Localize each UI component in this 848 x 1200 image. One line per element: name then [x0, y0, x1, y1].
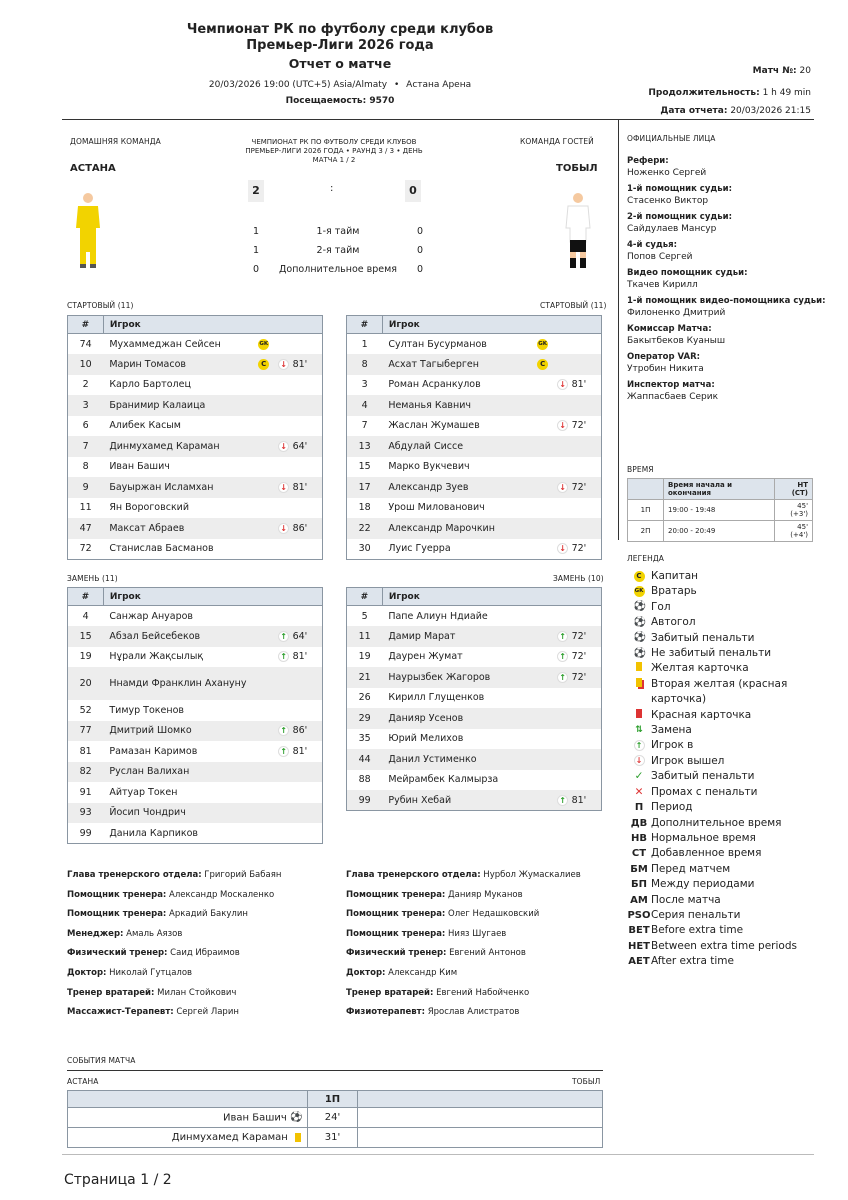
player-row: 88 Мейрамбек Калмырза	[358, 774, 499, 786]
player-row: 8 Асхат Тагыберген C	[347, 354, 602, 375]
penalty-scored-icon: ⚽	[633, 632, 646, 644]
player-row: 99 Рубин Хебай ↑ 81'	[347, 790, 602, 811]
attendance: Посещаемость: 9570	[285, 96, 395, 106]
player-row: 81 Рамазан Каримов ↑ 81'	[79, 745, 308, 757]
player-row: 29 Данияр Усенов	[347, 708, 602, 729]
staff-row: Помощник тренера: Олег Недашковский	[346, 909, 540, 920]
legend-item: ✓ Забитый пенальти	[627, 769, 827, 784]
home-score: 2	[248, 180, 264, 202]
player-row: 5 Папе Алиун Ндиайе	[361, 610, 488, 622]
away-starting-table: # Игрок 1 Султан Бусурманов GK 8 Асхат Тагыберген C 3 Роман Асранкулов ↓ 81' 4 Неманья Кавнич 7 Жаслан Жумашев ↓ 72' 13 Абдулай Сиссе 15 Марко Вукчевич 17 Александр Зуев ↓ 72' 18 Урош Милованович 22 Александр Марочкин 30 Луис Гуерра ↓ 72'	[346, 315, 602, 560]
staff-row: Помощник тренера: Александр Москаленко	[67, 889, 275, 900]
period-scores	[248, 222, 428, 279]
check-icon: ✓	[634, 770, 644, 783]
player-row: 11 Ян Вороговский	[79, 502, 190, 514]
player-out-icon: ↓	[627, 754, 651, 769]
legend-item: АМ После матча	[630, 893, 721, 906]
red-card-icon	[627, 708, 651, 723]
staff-row: Помощник тренера: Нияз Шугаев	[346, 928, 507, 939]
player-row: 52 Тимур Токенов	[79, 704, 184, 716]
player-row: 72 Станислав Басманов	[79, 543, 214, 554]
player-row: 77 Дмитрий Шомко ↑ 86'	[68, 721, 323, 742]
away-starting-label: СТАРТОВЫЙ (11)	[540, 301, 607, 310]
legend-item: Желтая карточка	[627, 661, 827, 676]
footer-divider	[62, 1154, 814, 1155]
player-row: 7 Жаслан Жумашев ↓ 72'	[361, 420, 587, 432]
events-title: СОБЫТИЯ МАТЧА	[67, 1056, 136, 1065]
player-row: 22 Александр Марочкин	[347, 518, 602, 539]
staff-row: Помощник тренера: Данияр Муканов	[346, 889, 523, 900]
legend-item: ⚽ Не забитый пенальти	[627, 646, 827, 661]
player-row: 9 Бауыржан Исламхан ↓ 81'	[68, 477, 323, 498]
player-out-icon: ↓	[278, 523, 289, 534]
legend-item: ⚽ Автогол	[627, 615, 827, 630]
competition-label: ЧЕМПИОНАТ РК ПО ФУТБОЛУ СРЕДИ КЛУБОВ ПРЕМЬЕР-ЛИГИ 2026 ГОДА • РАУНД 3 / 3 • ДЕНЬ МАТЧА 1 / 2	[245, 138, 423, 164]
player-in-icon: ↑	[557, 795, 568, 806]
goal-icon: ⚽	[290, 1111, 303, 1123]
player-row: 91 Айтуар Токен	[79, 786, 178, 798]
player-out-icon: ↓	[278, 441, 289, 452]
player-out-icon: ↓	[557, 482, 568, 493]
page-number: Страница 1 / 2	[64, 1172, 172, 1188]
away-team-label: КОМАНДА ГОСТЕЙ	[520, 137, 594, 146]
sidebar-divider	[618, 120, 619, 540]
legend-item: ✕ Промах с пенальти	[627, 785, 827, 800]
captain-icon: C	[537, 359, 548, 370]
player-row: 3 Роман Асранкулов ↓ 81'	[361, 379, 587, 391]
player-in-icon: ↑	[557, 672, 568, 683]
staff-row: Массажист-Терапевт: Сергей Ларин	[67, 1007, 239, 1018]
player-in-icon: ↑	[278, 746, 289, 757]
player-row: 1 Султан Бусурманов GK	[361, 338, 548, 350]
home-team-label: ДОМАШНЯЯ КОМАНДА	[70, 137, 161, 146]
penalty-missed-icon: ⚽	[633, 647, 646, 659]
legend-item: ↑ Игрок в	[627, 738, 827, 753]
official-entry: 1-й помощник видео-помощника судьи: Филоненко Дмитрий	[627, 296, 826, 318]
legend-item: ↓ Игрок вышел	[627, 754, 827, 769]
player-row: 4 Неманья Кавнич	[347, 395, 602, 416]
player-row: 30 Луис Гуерра ↓ 72'	[358, 543, 587, 554]
time-table: Время начала и окончания HT (CT) 1П 19:00 - 19:48 45' (+3') 2П 20:00 - 20:49 45' (+4')	[627, 478, 813, 542]
player-row: 26 Кирилл Глущенков	[358, 692, 485, 704]
player-row: 7 Динмухамед Караман ↓ 64'	[68, 436, 323, 457]
away-score: 0	[405, 180, 421, 202]
period-row: 1 2-я тайм 0	[252, 245, 424, 256]
legend-item: НЕТ Between extra time periods	[627, 939, 797, 952]
legend-item: Красная карточка	[627, 708, 827, 723]
official-entry: Видео помощник судьи: Ткачев Кирилл	[627, 268, 748, 290]
player-row: 44 Данил Устименко	[347, 749, 602, 770]
staff-row: Глава тренерского отдела: Григорий Бабаян	[67, 870, 282, 880]
home-kit-icon	[70, 188, 106, 272]
staff-row: Тренер вратарей: Евгений Набойченко	[346, 987, 530, 998]
legend-list	[627, 569, 827, 970]
legend-title: ЛЕГЕНДА	[627, 554, 665, 563]
time-row: 1П 19:00 - 19:48 45' (+3')	[628, 500, 813, 521]
yellow-card-icon	[627, 661, 651, 676]
legend-item: GK Вратарь	[627, 584, 827, 599]
player-row: 21 Наурызбек Жагоров ↑ 72'	[347, 667, 602, 688]
legend-item: ⇅ Замена	[627, 723, 827, 738]
event-row: Иван Башич ⚽ 24'	[68, 1108, 603, 1128]
official-entry: 1-й помощник судьи: Стасенко Виктор	[627, 184, 732, 206]
legend-item: PSO Серия пенальти	[627, 908, 741, 921]
away-subs-table: # Игрок 5 Папе Алиун Ндиайе 11 Дамир Марат ↑ 72' 19 Даурен Жумат ↑ 72' 21 Наурызбек Жагоров ↑ 72' 26 Кирилл Глущенков 29 Данияр Усенов 35 Юрий Мелихов 44 Данил Устименко 88 Мейрамбек Калмырза 99 Рубин Хебай ↑ 81'	[346, 587, 602, 811]
events-home-team: АСТАНА	[67, 1077, 99, 1086]
player-out-icon: ↓	[278, 482, 289, 493]
player-in-icon: ↑	[278, 651, 289, 662]
player-row: 93 Йосип Чондрич	[68, 803, 323, 824]
away-team-name: ТОБЫЛ	[556, 163, 598, 174]
staff-row: Физический тренер: Евгений Антонов	[346, 948, 526, 959]
staff-row: Физический тренер: Саид Ибраимов	[67, 948, 240, 959]
time-row: 2П 20:00 - 20:49 45' (+4')	[628, 521, 813, 542]
player-row: 8 Иван Башич	[82, 461, 170, 473]
report-subtitle: Отчет о матче	[288, 56, 392, 71]
staff-row: Менеджер: Амаль Аязов	[67, 928, 183, 939]
events-away-team: ТОБЫЛ	[572, 1077, 601, 1086]
staff-row: Глава тренерского отдела: Нурбол Жумаскалиев	[346, 870, 581, 880]
player-row: 35 Юрий Мелихов	[358, 733, 464, 745]
home-subs-table: # Игрок 4 Санжар Ануаров 15 Абзал Бейсебеков ↑ 64' 19 Нұрали Жақсылық ↑ 81' 20 Ннамди Франклин Ахануну 52 Тимур Токенов 77 Дмитрий Шомко ↑ 86' 81 Рамазан Каримов ↑ 81' 82 Руслан Валихан 91 Айтуар Токен 93 Йосип Чондрич 99 Данила Карпиков	[67, 587, 323, 844]
player-in-icon: ↑	[557, 631, 568, 642]
captain-icon: C	[258, 359, 269, 370]
legend-item: П Период	[634, 801, 693, 814]
player-in-icon: ↑	[557, 651, 568, 662]
officials-list	[627, 156, 827, 408]
player-in-icon: ↑	[278, 631, 289, 642]
legend-item: C Капитан	[627, 569, 827, 584]
captain-icon: C	[627, 569, 651, 584]
official-entry: Комиссар Матча: Бакытбеков Куаныш	[627, 324, 726, 346]
legend-item: AET After extra time	[628, 955, 734, 968]
legend-item: Вторая желтая (красная карточка)	[627, 677, 827, 708]
legend-item: СТ Добавленное время	[631, 847, 762, 860]
score-separator: :	[330, 183, 334, 194]
legend-item: БМ Перед матчем	[630, 862, 731, 875]
player-in-icon: ↑	[278, 725, 289, 736]
player-out-icon: ↓	[557, 379, 568, 390]
staff-row: Физиотерапевт: Ярослав Алистратов	[346, 1007, 520, 1018]
yellow-card-icon	[295, 1133, 301, 1142]
player-row: 11 Дамир Марат ↑ 72'	[347, 626, 602, 647]
time-title: ВРЕМЯ	[627, 465, 654, 474]
staff-row: Тренер вратарей: Милан Стойкович	[67, 987, 237, 998]
second-yellow-icon	[627, 677, 651, 708]
player-row: 74 Мухаммеджан Сейсен GK	[79, 338, 269, 350]
away-kit-icon	[560, 188, 596, 272]
player-row: 4 Санжар Ануаров	[82, 610, 194, 622]
events-table: 1П Иван Башич ⚽ 24' Динмухамед Караман 31'	[67, 1090, 603, 1148]
goalkeeper-icon: GK	[537, 339, 548, 350]
legend-item: НВ Нормальное время	[631, 831, 756, 844]
cross-icon: ✕	[634, 785, 644, 798]
official-entry: Инспектор матча: Жаппасбаев Серик	[627, 380, 719, 402]
official-entry: Рефери: Ноженко Сергей	[627, 156, 707, 178]
header-divider	[62, 119, 814, 120]
player-row: 15 Марко Вукчевич	[358, 461, 470, 473]
goalkeeper-icon: GK	[258, 339, 269, 350]
substitution-icon: ⇅	[635, 724, 643, 735]
home-staff	[67, 866, 337, 1023]
player-row: 18 Урош Милованович	[358, 502, 485, 514]
player-row: 19 Нұрали Жақсылық ↑ 81'	[79, 651, 308, 663]
player-row: 15 Абзал Бейсебеков ↑ 64'	[68, 626, 323, 647]
player-row: 17 Александр Зуев ↓ 72'	[347, 477, 602, 498]
player-row: 6 Алибек Касым	[82, 420, 181, 432]
events-divider	[67, 1070, 603, 1071]
staff-row: Доктор: Николай Гутцалов	[67, 967, 193, 978]
away-staff	[346, 866, 606, 1023]
staff-row: Доктор: Александр Ким	[346, 967, 458, 978]
home-starting-table: # Игрок 74 Мухаммеджан Сейсен GK 10 Марин Томасов C ↓ 81' 2 Карло Бартолец 3 Бранимир Калаица 6 Алибек Касым 7 Динмухамед Караман ↓ 64' 8 Иван Башич 9 Бауыржан Исламхан ↓ 81' 11 Ян Вороговский 47 Максат Абраев ↓ 86' 72 Станислав Басманов	[67, 315, 323, 560]
player-row: 2 Карло Бартолец	[82, 379, 191, 391]
legend-item: ⚽ Забитый пенальти	[627, 631, 827, 646]
goalkeeper-icon: GK	[627, 584, 651, 599]
player-out-icon: ↓	[278, 359, 289, 370]
player-out-icon: ↓	[557, 420, 568, 431]
player-row: 13 Абдулай Сиссе	[347, 436, 602, 457]
player-row: 99 Данила Карпиков	[79, 827, 199, 839]
legend-item: BET Before extra time	[628, 924, 744, 937]
player-row: 10 Марин Томасов C ↓ 81'	[68, 354, 323, 375]
player-row: 19 Даурен Жумат ↑ 72'	[358, 651, 587, 663]
legend-item: ⚽ Гол	[627, 600, 827, 615]
home-team-name: АСТАНА	[70, 163, 116, 174]
player-out-icon: ↓	[557, 543, 568, 554]
match-info: 20/03/2026 19:00 (UTC+5) Asia/Almaty • Астана Арена	[208, 80, 472, 90]
match-meta: Матч №: 20 Продолжительность: 1 h 49 min Дата отчета: 20/03/2026 21:15	[648, 66, 811, 116]
staff-row: Помощник тренера: Аркадий Бакулин	[67, 909, 248, 920]
player-row: 3 Бранимир Калаица	[68, 395, 323, 416]
official-entry: 2-й помощник судьи: Сайдулаев Мансур	[627, 212, 732, 234]
player-in-icon: ↑	[627, 738, 651, 753]
player-row: 82 Руслан Валихан	[68, 762, 323, 783]
report-title: Чемпионат РК по футболу среди клубов Премьер-Лиги 2026 года	[186, 22, 494, 53]
official-entry: 4-й судья: Попов Сергей	[627, 240, 693, 262]
home-subs-label: ЗАМЕНЬ (11)	[67, 574, 118, 583]
own-goal-icon: ⚽	[633, 616, 646, 628]
home-starting-label: СТАРТОВЫЙ (11)	[67, 301, 134, 310]
legend-item: ДВ Дополнительное время	[630, 816, 782, 829]
legend-item: БП Между периодами	[631, 878, 755, 891]
period-row: 0 Дополнительное время 0	[252, 264, 424, 275]
officials-title: ОФИЦИАЛЬНЫЕ ЛИЦА	[627, 134, 716, 143]
away-subs-label: ЗАМЕНЬ (10)	[553, 574, 604, 583]
period-row: 1 1-я тайм 0	[252, 226, 424, 237]
player-row: 20 Ннамди Франклин Ахануну	[68, 667, 323, 700]
event-row: Динмухамед Караман 31'	[68, 1128, 603, 1148]
player-row: 47 Максат Абраев ↓ 86'	[68, 518, 323, 539]
goal-icon: ⚽	[633, 601, 646, 613]
official-entry: Оператор VAR: Утробин Никита	[627, 352, 704, 374]
